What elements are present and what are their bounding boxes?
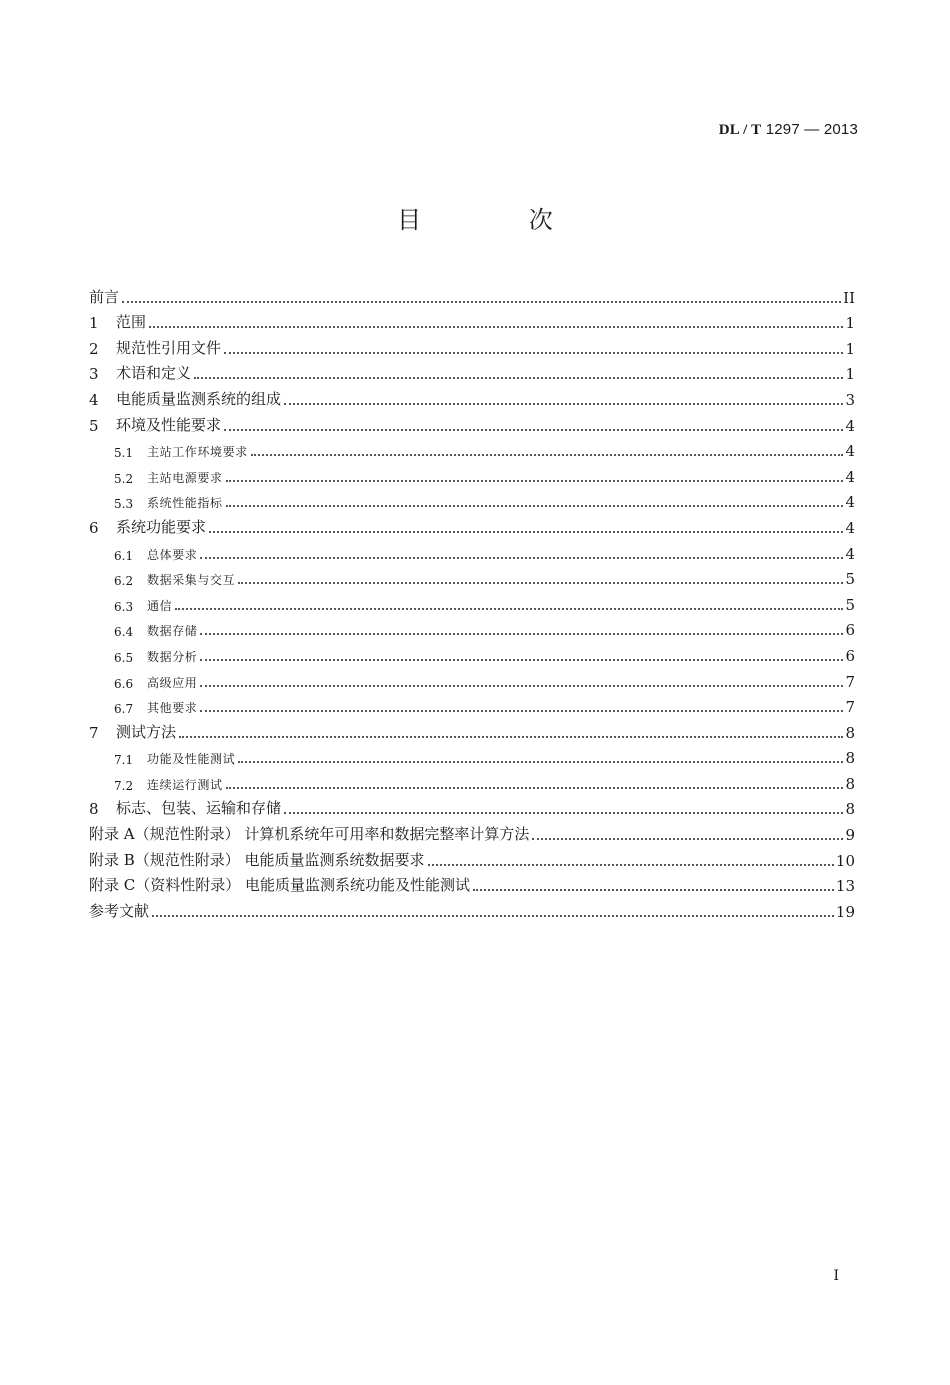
toc-entry-number: 6.2 xyxy=(114,574,134,589)
toc-entry-label: 数据存储 xyxy=(147,624,198,639)
toc-entry-page: 4 xyxy=(845,544,855,563)
toc-entry-number: 6.5 xyxy=(114,650,134,665)
toc-leader-dots xyxy=(226,480,843,482)
toc-entry-label: 数据采集与交互 xyxy=(147,573,236,588)
toc-leader-dots xyxy=(200,557,843,559)
toc-entry-label: 前言 xyxy=(89,287,120,306)
toc-entry-label: 系统性能指标 xyxy=(147,496,223,511)
toc-entry[interactable] xyxy=(89,870,855,896)
toc-entry[interactable] xyxy=(89,895,855,921)
toc-leader-dots xyxy=(226,505,843,507)
toc-leader-dots xyxy=(152,915,834,917)
toc-entry-label: 环境及性能要求 xyxy=(116,415,222,434)
toc-entry[interactable] xyxy=(89,486,855,512)
toc-entry-page: 10 xyxy=(835,851,855,870)
toc-entry-page: 8 xyxy=(845,774,855,793)
toc-entry[interactable] xyxy=(89,460,855,486)
toc-entry[interactable] xyxy=(89,793,855,819)
toc-entry-page: 7 xyxy=(845,672,855,691)
toc-entry[interactable] xyxy=(89,563,855,589)
toc-entry-label: 范围 xyxy=(116,313,147,332)
toc-leader-dots xyxy=(149,326,843,328)
toc-entry[interactable] xyxy=(89,691,855,717)
toc-leader-dots xyxy=(175,608,843,610)
toc-leader-dots xyxy=(200,685,843,687)
toc-entry-label: 功能及性能测试 xyxy=(147,752,236,767)
toc-entry[interactable] xyxy=(89,383,855,409)
toc-entry-label: 标志、包装、运输和存储 xyxy=(116,799,282,818)
toc-entry-label: 附录 C（资料性附录） 电能质量监测系统功能及性能测试 xyxy=(89,876,471,895)
toc-entry-label: 电能质量监测系统的组成 xyxy=(116,389,282,408)
toc-entry[interactable] xyxy=(89,614,855,640)
toc-entry[interactable] xyxy=(89,767,855,793)
toc-entry[interactable] xyxy=(89,716,855,742)
toc-entry-page: 1 xyxy=(845,339,855,358)
toc-leader-dots xyxy=(428,864,834,866)
toc-entry[interactable] xyxy=(89,332,855,358)
toc-entry-number: 5 xyxy=(89,416,99,435)
toc-entry-label: 总体要求 xyxy=(147,547,198,562)
toc-entry-page: 8 xyxy=(845,800,855,819)
toc-entry-number: 3 xyxy=(89,365,99,384)
toc-entry[interactable] xyxy=(89,537,855,563)
toc-leader-dots xyxy=(251,454,843,456)
toc-entry-page: 6 xyxy=(845,621,855,640)
toc-entry-number: 6.4 xyxy=(114,625,134,640)
toc-entry-page: 7 xyxy=(845,698,855,717)
toc-entry-page: 4 xyxy=(845,416,855,435)
toc-entry-label: 术语和定义 xyxy=(116,364,192,383)
toc-entry[interactable] xyxy=(89,281,855,307)
toc-entry[interactable] xyxy=(89,742,855,768)
toc-entry-page: 4 xyxy=(845,518,855,537)
toc-entry[interactable] xyxy=(89,307,855,333)
toc-leader-dots xyxy=(179,736,843,738)
toc-entry-page: 13 xyxy=(835,877,855,896)
toc-entry-label: 通信 xyxy=(147,598,173,613)
toc-entry[interactable] xyxy=(89,358,855,384)
toc-entry[interactable] xyxy=(89,511,855,537)
toc-entry-label: 主站工作环境要求 xyxy=(147,445,248,460)
toc-entry[interactable] xyxy=(89,409,855,435)
toc-entry-page: 4 xyxy=(845,442,855,461)
toc-entry-number: 7.2 xyxy=(114,778,134,793)
toc-entry-page: 1 xyxy=(845,314,855,333)
toc-entry[interactable] xyxy=(89,818,855,844)
page-number: I xyxy=(833,1268,839,1284)
toc-entry-number: 6 xyxy=(89,518,99,537)
toc-leader-dots xyxy=(284,812,843,814)
toc-entry-page: 4 xyxy=(845,467,855,486)
toc-entry[interactable] xyxy=(89,435,855,461)
toc-entry-page: 5 xyxy=(845,570,855,589)
toc-entry-label: 连续运行测试 xyxy=(147,777,223,792)
toc-entry-page: 8 xyxy=(845,749,855,768)
toc-entry-page: 4 xyxy=(845,493,855,512)
standard-code xyxy=(719,121,858,139)
toc-leader-dots xyxy=(226,787,843,789)
toc-leader-dots xyxy=(209,531,843,533)
toc-entry-label: 系统功能要求 xyxy=(116,517,207,536)
toc-entry-label: 附录 B（规范性附录） 电能质量监测系统数据要求 xyxy=(89,850,425,869)
toc-entry-number: 7 xyxy=(89,723,99,742)
toc-entry-number: 6.3 xyxy=(114,599,134,614)
toc-leader-dots xyxy=(200,659,843,661)
toc-entry-number: 6.7 xyxy=(114,702,134,717)
toc-leader-dots xyxy=(224,352,843,354)
toc-entry-number: 5.1 xyxy=(114,446,134,461)
toc-entry-number: 1 xyxy=(89,314,99,333)
toc-entry-number: 4 xyxy=(89,390,99,409)
toc-entry-label: 参考文献 xyxy=(89,901,150,920)
toc-leader-dots xyxy=(473,889,834,891)
toc-entry-page: 19 xyxy=(835,902,855,921)
toc-entry-number: 6.6 xyxy=(114,676,134,691)
toc-entry-page: 3 xyxy=(845,390,855,409)
toc-entry-label: 主站电源要求 xyxy=(147,470,223,485)
toc-entry[interactable] xyxy=(89,639,855,665)
toc-entry[interactable] xyxy=(89,588,855,614)
toc-entry-number: 5.2 xyxy=(114,471,134,486)
toc-entry-number: 6.1 xyxy=(114,548,134,563)
toc-entry-page: 8 xyxy=(845,723,855,742)
toc-entry-page: 6 xyxy=(845,646,855,665)
toc-leader-dots xyxy=(200,710,843,712)
toc-leader-dots xyxy=(532,838,843,840)
toc-entry-page: 1 xyxy=(845,365,855,384)
toc-entry-label: 测试方法 xyxy=(116,722,177,741)
toc-leader-dots xyxy=(238,761,843,763)
toc-entry-page: II xyxy=(843,288,855,307)
toc-entry-label: 附录 A（规范性附录） 计算机系统年可用率和数据完整率计算方法 xyxy=(89,825,530,844)
toc-entry-page: 9 xyxy=(845,826,855,845)
table-of-contents xyxy=(89,281,855,921)
standard-prefix: DL / T xyxy=(718,122,762,138)
standard-number: 1297 — 2013 xyxy=(765,121,858,138)
toc-entry-number: 2 xyxy=(89,339,99,358)
toc-entry-number: 7.1 xyxy=(114,753,134,768)
toc-leader-dots xyxy=(194,377,843,379)
toc-entry-label: 高级应用 xyxy=(147,675,198,690)
toc-leader-dots xyxy=(122,301,841,303)
toc-leader-dots xyxy=(224,429,843,431)
toc-leader-dots xyxy=(238,582,843,584)
toc-entry[interactable] xyxy=(89,665,855,691)
toc-entry[interactable] xyxy=(89,844,855,870)
toc-leader-dots xyxy=(284,403,843,405)
toc-entry-number: 8 xyxy=(89,800,99,819)
toc-entry-label: 规范性引用文件 xyxy=(116,338,222,357)
page-title: 目 次 xyxy=(397,206,603,234)
toc-entry-label: 其他要求 xyxy=(147,701,198,716)
toc-entry-number: 5.3 xyxy=(114,497,134,512)
toc-leader-dots xyxy=(200,633,843,635)
toc-entry-page: 5 xyxy=(845,595,855,614)
toc-entry-label: 数据分析 xyxy=(147,649,198,664)
